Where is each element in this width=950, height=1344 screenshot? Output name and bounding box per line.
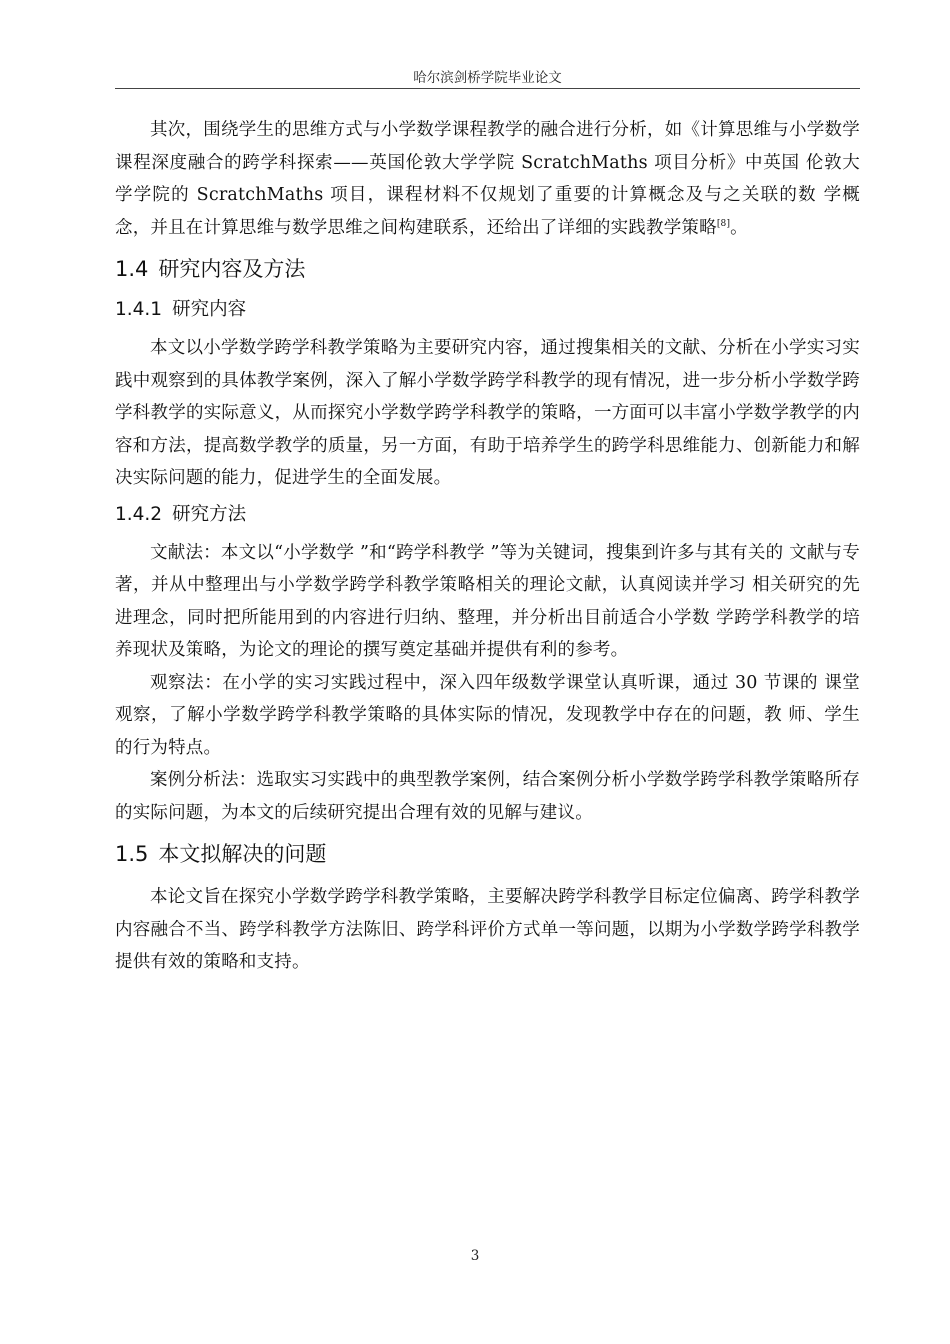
section-heading-1-5	[115, 839, 860, 869]
paragraph-literature-method: 文献法：本文以“小学数学 ”和“跨学科教学 ”等为关键词，搜集到许多与其有关的 文献与专著，并从中整理出与小学数学跨学科教学策略相关的理论文献，认真阅读并学习 相关研究的先进理念，同时把所能用到的内容进行归纳、整理，并分析出目前适合小学数 学跨学科教学的培养现状及策略，为论文的理论的撰写奠定基础并提供有利的参考。	[115, 542, 860, 660]
subsection-number: 1.4.2	[115, 503, 163, 525]
section-number: 1.5	[115, 842, 149, 866]
citation-ref: [8]	[716, 218, 731, 229]
subsection-title: 研究方法	[172, 503, 247, 525]
section-title: 本文拟解决的问题	[158, 842, 327, 866]
subsection-heading-1-4-1	[115, 296, 860, 324]
paragraph-intro-text: 其次，围绕学生的思维方式与小学数学课程教学的融合进行分析，如《计算思维与小学数学课程深度融合的跨学科探索——英国伦敦大学学院 ScratchMaths 项目分析》中英国 伦敦大学学院的 ScratchMaths 项目，课程材料不仅规划了重要的计算概念及与之关联的数 学概念，并且在计算思维与数学思维之间构建联系，还给出了详细的实践教学策略	[115, 120, 860, 238]
running-header: 哈尔滨剑桥学院毕业论文	[413, 70, 562, 86]
subsection-number: 1.4.1	[115, 299, 163, 320]
paragraph-research-content: 本文以小学数学跨学科教学策略为主要研究内容，通过搜集相关的文献、分析在小学实习实践中观察到的具体教学案例，深入了解小学数学跨学科教学的现有情况，进一步分析小学数学跨学科教学的实际意义，从而探究小学数学跨学科教学的策略，一方面可以丰富小学数学教学的内容和方法，提高数学教学的质量，另一方面，有助于培养学生的跨学科思维能力、创新能力和解决实际问题的能力，促进学生的全面发展。	[115, 338, 860, 488]
section-heading-1-4	[115, 254, 860, 284]
page-number: 3	[470, 1248, 480, 1264]
page-content	[115, 114, 860, 979]
paragraph-intro-end: 。	[730, 217, 748, 238]
subsection-title: 研究内容	[172, 299, 247, 320]
paragraph-observation-method: 观察法：在小学的实习实践过程中，深入四年级数学课堂认真听课，通过 30 节课的 课堂观察，了解小学数学跨学科教学策略的具体实际的情况，发现教学中存在的问题，教 师、学生的行为特点。	[115, 672, 860, 758]
paragraph-intro	[115, 114, 860, 244]
section-number: 1.4	[115, 257, 149, 281]
header-rule	[115, 88, 860, 89]
paragraph-problems: 本论文旨在探究小学数学跨学科教学策略，主要解决跨学科教学目标定位偏离、跨学科教学内容融合不当、跨学科教学方法陈旧、跨学科评价方式单一等问题，以期为小学数学跨学科教学提供有效的策略和支持。	[115, 887, 860, 972]
paragraph-case-method: 案例分析法：选取实习实践中的典型教学案例，结合案例分析小学数学跨学科教学策略所存的实际问题，为本文的后续研究提出合理有效的见解与建议。	[115, 770, 860, 823]
subsection-heading-1-4-2	[115, 501, 860, 529]
section-title: 研究内容及方法	[158, 257, 306, 281]
